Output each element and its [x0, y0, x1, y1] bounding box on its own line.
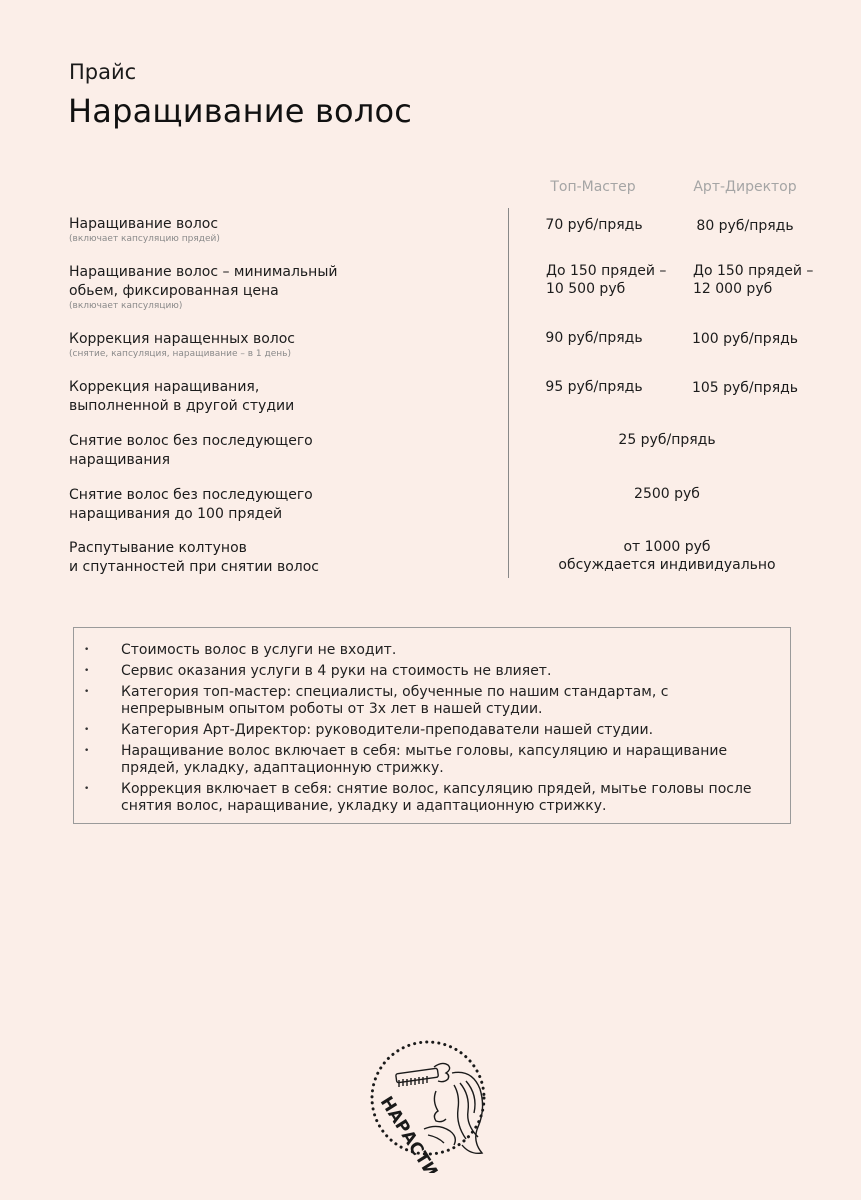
logo-illustration-icon: [366, 1033, 496, 1173]
service-name: Снятие волос без последующего: [69, 487, 313, 503]
price-art-director: 105 руб/прядь: [691, 380, 799, 396]
note-item: [84, 684, 770, 718]
bullet-icon: •: [84, 725, 90, 735]
price-art-director: [693, 262, 843, 298]
price-line: обсуждается индивидуально: [558, 557, 776, 573]
note-item: [84, 743, 770, 777]
price-line: 12 000 руб: [693, 281, 773, 297]
price-line: До 150 прядей –: [546, 263, 667, 279]
service-name: обьем, фиксированная цена: [69, 283, 279, 299]
price-both-categories: 25 руб/прядь: [618, 432, 716, 448]
service-row: [69, 432, 489, 470]
service-note: (включает капсуляцию): [69, 301, 183, 311]
note-item: [84, 722, 770, 739]
service-name: Наращивание волос: [69, 216, 219, 232]
service-name: выполненной в другой студии: [69, 398, 295, 414]
service-name: Наращивание волос – минимальный: [69, 264, 338, 280]
note-item: [84, 642, 770, 659]
brand-logo: [366, 1033, 496, 1173]
note-text: Сервис оказания услуги в 4 руки на стоимость не влияет.: [121, 663, 552, 679]
price-top-master: 70 руб/прядь: [545, 217, 643, 233]
note-text: Стоимость волос в услуги не входит.: [121, 642, 397, 658]
note-item: [84, 781, 770, 815]
price-art-director: 80 руб/прядь: [696, 218, 794, 234]
service-row: [69, 378, 489, 416]
notes-box: [73, 627, 791, 824]
column-header-top-master: Топ-Мастер: [550, 179, 636, 195]
price-line: от 1000 руб: [623, 539, 711, 555]
service-name: Коррекция наращенных волос: [69, 331, 295, 347]
note-text: Коррекция включает в себя: снятие волос, капсуляцию прядей, мытье головы после снятия волос, наращивание, укладку и адаптационную стрижку.: [121, 781, 752, 814]
bullet-icon: •: [84, 746, 90, 756]
bullet-icon: •: [84, 666, 90, 676]
note-text: Категория топ-мастер: специалисты, обученные по нашим стандартам, с непрерывным опытом роботы от 3х лет в нашей студии.: [121, 684, 669, 717]
note-text: Категория Арт-Директор: руководители-преподаватели нашей студии.: [121, 722, 654, 738]
service-note: (снятие, капсуляция, наращивание – в 1 день): [69, 349, 291, 359]
price-line: До 150 прядей –: [693, 263, 814, 279]
price-top-master: 95 руб/прядь: [545, 379, 643, 395]
column-header-art-director: Арт-Директор: [693, 179, 797, 195]
price-top-master: 90 руб/прядь: [545, 330, 643, 346]
service-row: [69, 539, 489, 577]
service-name: наращивания до 100 прядей: [69, 506, 283, 522]
service-row: [69, 486, 489, 524]
service-name: Снятие волос без последующего: [69, 433, 313, 449]
column-divider: [508, 208, 509, 578]
service-row: [69, 330, 489, 360]
service-row: [69, 263, 489, 312]
price-both-categories: [540, 538, 794, 574]
bullet-icon: •: [84, 645, 90, 655]
service-row: [69, 215, 489, 245]
note-item: [84, 663, 770, 680]
page-eyebrow: Прайс: [69, 60, 137, 84]
service-name: Распутывание колтунов: [69, 540, 247, 556]
service-name: Коррекция наращивания,: [69, 379, 260, 395]
service-note: (включает капсуляцию прядей): [69, 234, 220, 244]
logo-text: НАРАСТИМ: [375, 1093, 451, 1173]
bullet-icon: •: [84, 687, 90, 697]
page-title: Наращивание волос: [68, 92, 413, 130]
price-both-categories: 2500 руб: [634, 486, 700, 502]
price-top-master: [546, 262, 686, 298]
service-name: наращивания: [69, 452, 170, 468]
note-text: Наращивание волос включает в себя: мытье головы, капсуляцию и наращивание прядей, укладку, адаптационную стрижку.: [121, 743, 728, 776]
notes-list: [74, 628, 790, 815]
service-name: и спутанностей при снятии волос: [69, 559, 319, 575]
bullet-icon: •: [84, 784, 90, 794]
price-line: 10 500 руб: [546, 281, 626, 297]
price-art-director: 100 руб/прядь: [691, 331, 799, 347]
